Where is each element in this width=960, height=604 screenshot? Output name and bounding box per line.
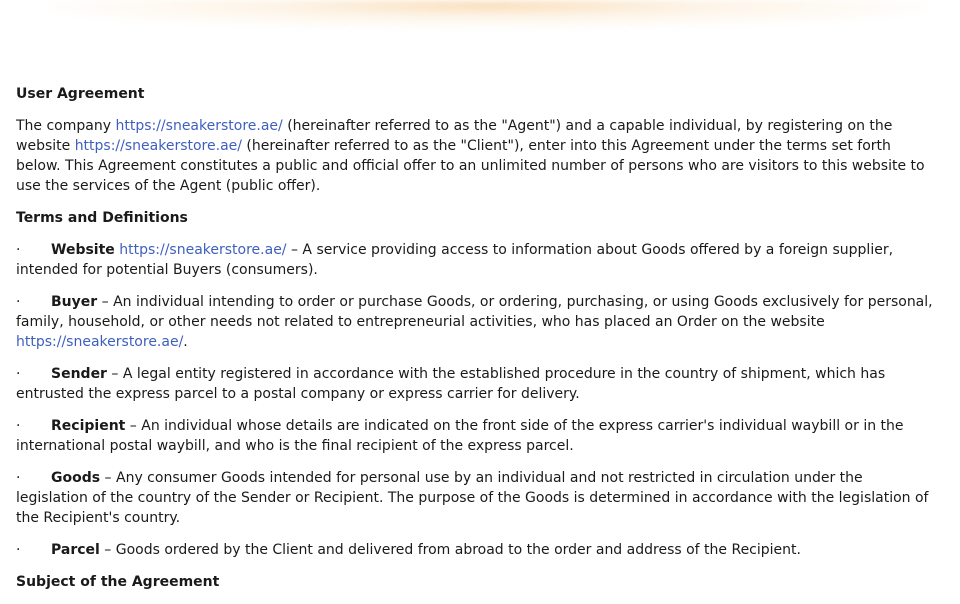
intro-paragraph [16,116,938,196]
definition-buyer [16,292,938,352]
term-label: Sender [51,366,107,382]
subject-agreement-heading: Subject of the Agreement [16,574,220,590]
definition-recipient [16,416,938,456]
definition-end: . [183,334,188,350]
bullet: · [16,418,21,434]
intro-text-2: (hereinafter referred to as the "Agent") and a capable individual, by registering on the website [16,118,893,154]
definition-text: – A legal entity registered in accordance with the established procedure in the country of shipment, which has entrusted the express parcel to a postal company or express carrier for delivery. [16,366,886,402]
site-link[interactable]: https://sneakerstore.ae/ [74,138,242,154]
header-banner-image [48,0,928,40]
definition-parcel [16,540,938,560]
definition-text: – An individual whose details are indicated on the front side of the express carrier's individual waybill or in the international postal waybill, and who is the final recipient of the express parcel. [16,418,904,454]
user-agreement-heading: User Agreement [16,86,145,102]
definition-text: – Any consumer Goods intended for personal use by an individual and not restricted in circulation under the legislation of the country of the Sender or Recipient. The purpose of the Goods is determined in accordance with the legislation of the Recipient's country. [16,470,929,526]
intro-text-1: The company [16,118,116,134]
bullet: · [16,294,21,310]
definition-text: – An individual intending to order or purchase Goods, or ordering, purchasing, or using Goods exclusively for personal, family, household, or other needs not related to entrepreneurial activities, who has placed an Order on the website [16,294,933,330]
definition-sender [16,364,938,404]
terms-definitions-heading: Terms and Definitions [16,210,188,226]
definition-goods [16,468,938,528]
term-label: Recipient [51,418,126,434]
agreement-content [16,84,938,604]
bullet: · [16,470,21,486]
bullet: · [16,542,21,558]
bullet: · [16,242,21,258]
definition-text: – A service providing access to information about Goods offered by a foreign supplier, intended for potential Buyers (consumers). [16,242,894,278]
term-label: Website [51,242,115,258]
term-label: Parcel [51,542,100,558]
term-label: Goods [51,470,101,486]
bullet: · [16,366,21,382]
definition-text: – Goods ordered by the Client and delivered from abroad to the order and address of the Recipient. [99,542,801,558]
intro-text-3: (hereinafter referred to as the "Client"), enter into this Agreement under the terms set forth below. This Agreement constitutes a public and official offer to an unlimited number of persons who are visitors to this website to use the services of the Agent (public offer). [16,138,925,194]
definition-website [16,240,938,280]
site-link[interactable]: https://sneakerstore.ae/ [115,118,283,134]
term-label: Buyer [51,294,98,310]
site-link[interactable]: https://sneakerstore.ae/ [16,334,184,350]
site-link[interactable]: https://sneakerstore.ae/ [119,242,287,258]
